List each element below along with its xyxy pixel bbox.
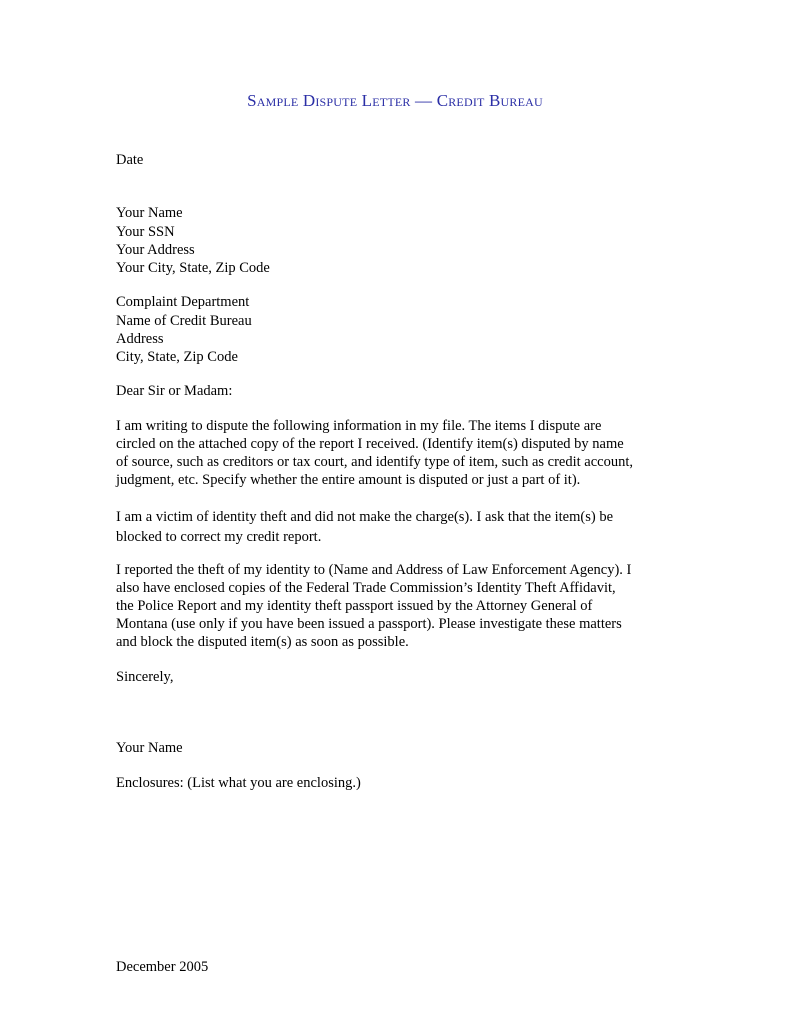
recipient-address: Address: [116, 331, 164, 347]
sender-ssn: Your SSN: [116, 224, 175, 240]
sender-name: Your Name: [116, 205, 183, 221]
date-line: Date: [116, 152, 144, 168]
recipient-bureau: Name of Credit Bureau: [116, 313, 252, 329]
paragraph-line: blocked to correct my credit report.: [116, 529, 322, 545]
footer-date: December 2005: [116, 959, 209, 975]
closing: Sincerely,: [116, 669, 174, 685]
recipient-department: Complaint Department: [116, 294, 250, 310]
paragraph-line: also have enclosed copies of the Federal Trade Commission’s Identity Theft Affidavit,: [116, 580, 616, 596]
enclosures: Enclosures: (List what you are enclosing.): [116, 775, 361, 791]
paragraph-line: I am a victim of identity theft and did not make the charge(s). I ask that the item(s) be: [116, 509, 614, 525]
paragraph-line: and block the disputed item(s) as soon as possible.: [116, 634, 409, 650]
paragraph-report: [116, 561, 686, 651]
paragraph-line: judgment, etc. Specify whether the entire amount is disputed or just a part of it).: [116, 472, 581, 488]
paragraph-dispute: [116, 417, 686, 489]
paragraph-identity-theft: [116, 507, 686, 547]
paragraph-line: of source, such as creditors or tax court, and identify type of item, such as credit account,: [116, 454, 633, 470]
paragraph-line: I am writing to dispute the following information in my file. The items I dispute are: [116, 418, 602, 434]
letter-title: Sample Dispute Letter — Credit Bureau: [247, 91, 543, 110]
sender-city-state-zip: Your City, State, Zip Code: [116, 260, 270, 276]
paragraph-line: circled on the attached copy of the report I received. (Identify item(s) disputed by name: [116, 436, 624, 452]
salutation: Dear Sir or Madam:: [116, 383, 233, 399]
sender-address: Your Address: [116, 242, 195, 258]
recipient-city-state-zip: City, State, Zip Code: [116, 349, 238, 365]
paragraph-line: the Police Report and my identity theft passport issued by the Attorney General of: [116, 598, 593, 614]
signature-name: Your Name: [116, 740, 183, 756]
paragraph-line: Montana (use only if you have been issued a passport). Please investigate these matters: [116, 616, 622, 632]
paragraph-line: I reported the theft of my identity to (Name and Address of Law Enforcement Agency). I: [116, 562, 632, 578]
